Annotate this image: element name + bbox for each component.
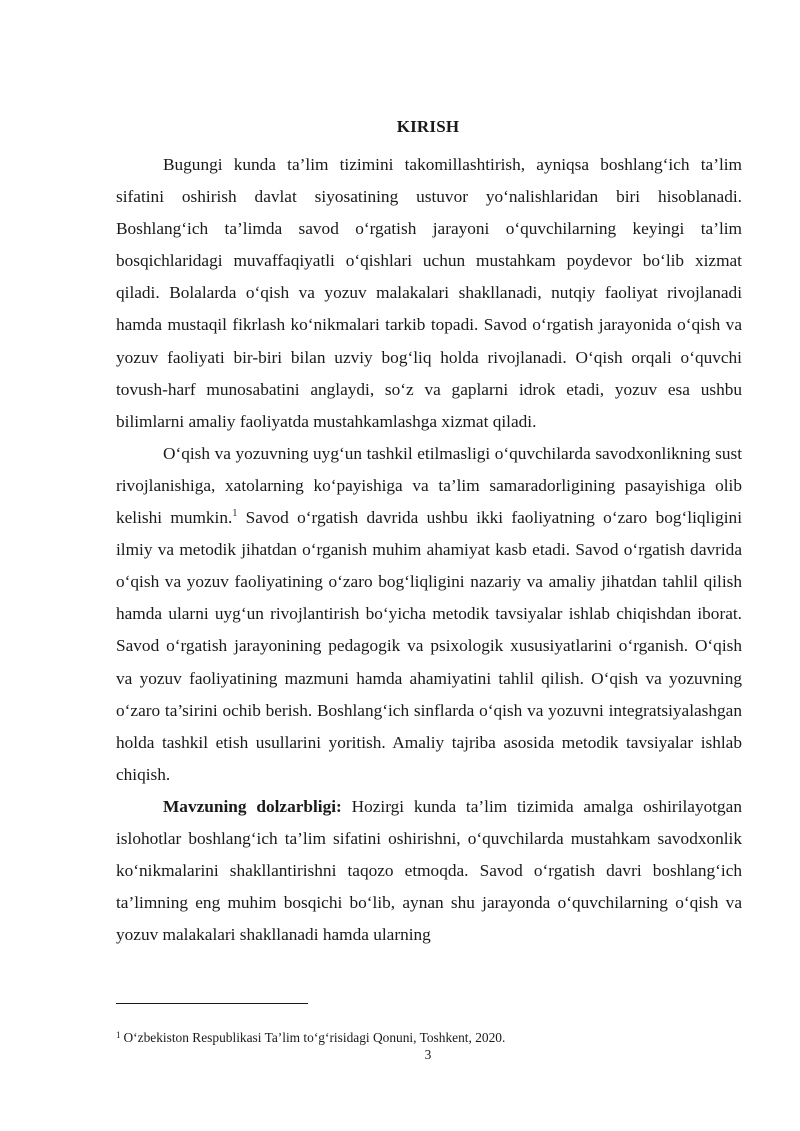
section-heading: KIRISH	[396, 117, 460, 136]
relevance-label: Mavzuning dolzarbligi:	[163, 796, 342, 816]
paragraph-intro: Bugungi kunda ta’lim tizimini takomillashtirish, ayniqsa boshlang‘ich ta’lim sifatini oshirish davlat siyosatining ustuvor yo‘nalishlaridan biri hisoblanadi. Boshlang‘ich ta’limda savod o‘rgatish jarayoni o‘quvchilarning keyingi ta’lim bosqichlaridagi muvaffaqiyatli o‘qishlari uchun mustahkam poydevor bo‘lib xizmat qiladi. Bolalarda o‘qish va yozuv malakalari shakllanadi, nutqiy faoliyat rivojlanadi hamda mustaqil fikrlash ko‘nikmalari tarkib topadi. Savod o‘rgatish jarayonida o‘qish va yozuv faoliyati bir-biri bilan uzviy bog‘liq holda rivojlanadi. O‘qish orqali o‘quvchi tovush-harf munosabatini anglaydi, so‘z va gaplarni idrok etadi, yozuv esa ushbu bilimlarni amaliy faoliyatda mustahkamlashga xizmat qiladi.	[116, 155, 742, 431]
paragraph-text-after-footnote: Savod o‘rgatish davrida ushbu ikki faoliyatning o‘zaro bog‘liqligini ilmiy va metodik jihatdan o‘rganish muhim ahamiyat kasb etadi. Savod o‘rgatish davrida o‘qish va yozuv faoliyatining o‘zaro bog‘liqligini nazariy va amaliy jihatdan tahlil qilish hamda ularni uyg‘un rivojlantirish bo‘yicha metodik tavsiyalar ishlab chiqishdan iborat. Savod o‘rgatish jarayonining pedagogik va psixologik xususiyatlarini o‘rganish. O‘qish va yozuv faoliyatining mazmuni hamda ahamiyatini tahlil qilish. O‘qish va yozuvning o‘zaro ta’sirini ochib berish. Boshlang‘ich sinflarda o‘qish va yozuvni integratsiyalashgan holda tashkil etish usullarini yoritish. Amaliy tajriba asosida metodik tavsiyalar ishlab chiqish.	[116, 508, 743, 784]
footnote-text: O‘zbekiston Respublikasi Ta’lim to‘g‘risidagi Qonuni, Toshkent, 2020.	[123, 1030, 506, 1045]
page-number: 3	[424, 1047, 432, 1062]
relevance-text: Hozirgi kunda ta’lim tizimida amalga oshirilayotgan islohotlar boshlang‘ich ta’lim sifatini oshirishni, o‘quvchilarda mustahkam savodxonlik ko‘nikmalarini shakllantirishni taqozo etmoqda. Savod o‘rgatish davri boshlang‘ich ta’limning eng muhim bosqichi bo‘lib, aynan shu jarayonda o‘quvchilarning o‘qish va yozuv malakalari shakllanadi hamda ularning	[116, 796, 742, 945]
footnote-reference[interactable]: 1	[232, 508, 238, 520]
paragraph-text-before-footnote: O‘qish va yozuvning uyg‘un tashkil etilmasligi o‘quvchilarda savodxonlikning sust rivojlanishiga, xatolarning ko‘payishiga va ta’lim samaradorligining pasayishiga olib kelishi mumkin.	[116, 443, 742, 528]
body-text	[116, 149, 742, 951]
paragraph-relevance	[116, 791, 742, 951]
footnote	[116, 1029, 742, 1047]
paragraph-consequences	[116, 438, 742, 791]
footnote-marker: 1	[116, 1030, 121, 1040]
footnote-separator	[116, 1003, 308, 1004]
